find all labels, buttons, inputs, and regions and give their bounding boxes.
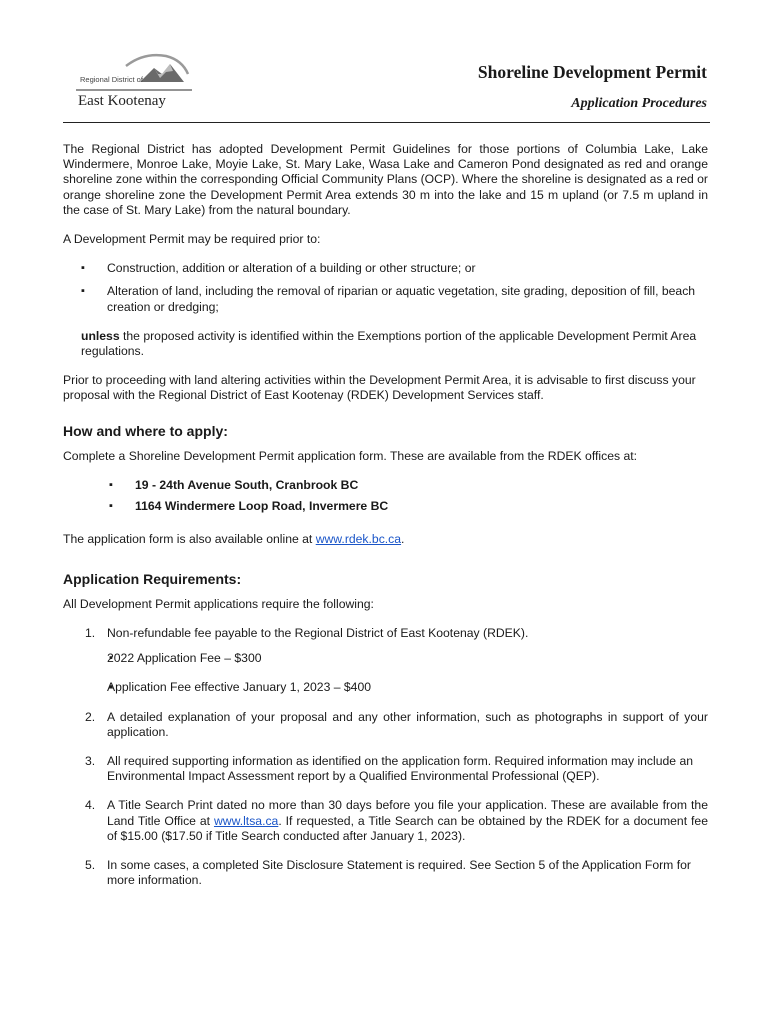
office-address: ▪ 1164 Windermere Loop Road, Invermere BC	[63, 499, 708, 514]
application-requirements-heading: Application Requirements:	[63, 570, 242, 587]
office-list	[63, 478, 708, 514]
advisory-paragraph: Prior to proceeding with land altering activities within the Development Permit Area, it is advisable to first discuss your proposal with the Regional District of East Kootenay (RDEK) Development Services staff.	[63, 373, 696, 403]
mountain-logo-icon	[74, 52, 198, 112]
fee-item: ▪ Application Fee effective January 1, 2023 – $400	[63, 680, 708, 695]
page-subtitle: Application Procedures	[571, 96, 707, 111]
ltsa-website-link[interactable]: www.ltsa.ca	[213, 813, 279, 828]
permit-required-paragraph: A Development Permit may be required prior to:	[63, 232, 321, 247]
list-item: 1. Non-refundable fee payable to the Regional District of East Kootenay (RDEK). ▪ 2022 Application Fee – $300 ▪ Application Fee effective January 1, 2023 – $400	[63, 626, 708, 696]
permit-activity-list	[63, 261, 708, 315]
list-item: 3. All required supporting information as identified on the application form. Required information may include an Environmental Impact Assessment report by a Qualified Environmental Professional (QEP).	[85, 754, 694, 784]
unless-paragraph	[63, 329, 708, 359]
list-item: ▪ Construction, addition or alteration of a building or other structure; or	[63, 261, 708, 276]
office-address: ▪ 19 - 24th Avenue South, Cranbrook BC	[63, 478, 708, 493]
apply-paragraph: Complete a Shoreline Development Permit application form. These are available from the RDEK offices at:	[63, 448, 637, 463]
how-to-apply-heading: How and where to apply:	[63, 422, 228, 439]
online-paragraph: The application form is also available online at www.rdek.bc.ca.	[63, 532, 405, 547]
requirements-list	[63, 626, 708, 888]
rdek-logo	[74, 52, 198, 112]
list-item: 5. In some cases, a completed Site Disclosure Statement is required. See Section 5 of the Application Form for more information.	[85, 858, 691, 888]
logo-big-text: East Kootenay	[78, 93, 166, 109]
rdek-website-link[interactable]: www.rdek.bc.ca	[315, 532, 402, 547]
list-item: 2. A detailed explanation of your proposal and any other information, such as photographs in support of your application.	[85, 709, 708, 739]
page-title: Shoreline Development Permit	[477, 62, 707, 82]
list-item: ▪ Alteration of land, including the removal of riparian or aquatic vegetation, site grading, deposition of fill, beach creation or dredging;	[63, 284, 708, 314]
header-divider	[63, 122, 710, 123]
fee-item: ▪ 2022 Application Fee – $300	[63, 651, 708, 666]
unless-bold: unless	[81, 328, 120, 343]
unless-text: the proposed activity is identified within the Exemptions portion of the applicable Development Permit Area regulations.	[81, 328, 697, 359]
logo-small-text: Regional District of	[80, 75, 143, 84]
requirements-intro: All Development Permit applications require the following:	[63, 596, 374, 611]
intro-paragraph: The Regional District has adopted Development Permit Guidelines for those portions of Columbia Lake, Lake Windermere, Monroe Lake, Moyie Lake, St. Mary Lake, Wasa Lake and Cameron Pond designated as red and orange shoreline zone within the corresponding Official Community Plans (OCP). Where the shoreline is designated as a red or orange shoreline zone the Development Permit Area extends 30 m into the lake and 15 m upland (or 7.5 m upland in the case of St. Mary Lake) from the natural boundary.	[63, 142, 708, 217]
document-body	[63, 142, 708, 903]
fee-list	[63, 651, 708, 695]
list-item: 4. A Title Search Print dated no more than 30 days before you file your application. These are available from the Land Title Office at www.ltsa.ca. If requested, a Title Search can be obtained by the RDEK for a document fee of $15.00 ($17.50 if Title Search conducted after January 1, 2023).	[85, 798, 708, 843]
